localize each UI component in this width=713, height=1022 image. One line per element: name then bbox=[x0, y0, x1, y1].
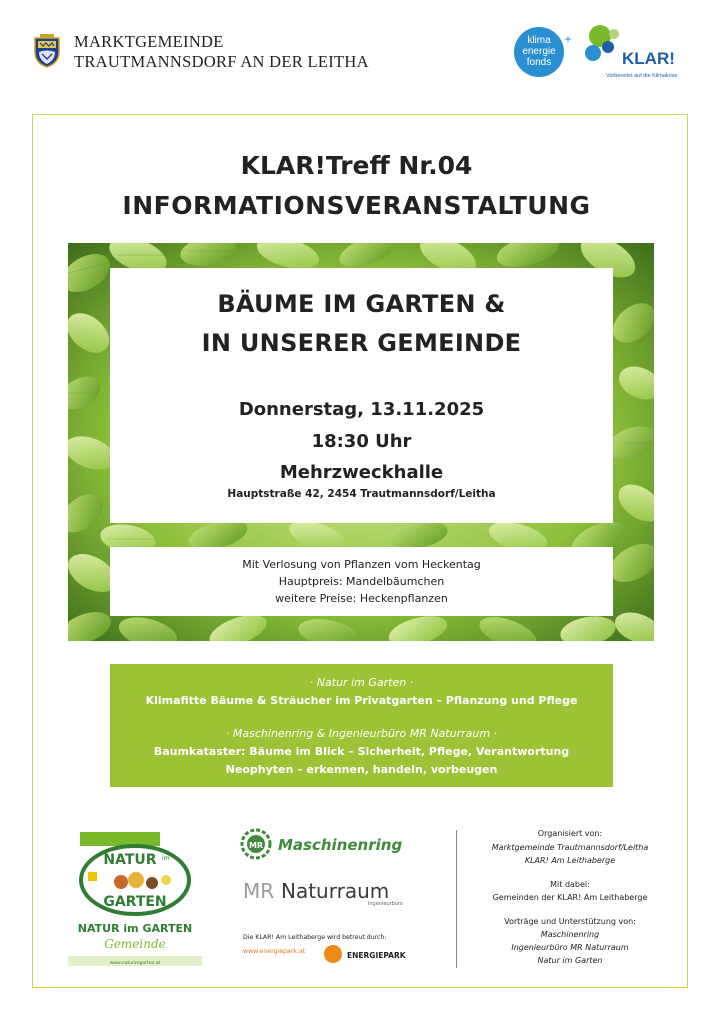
energiepark-logo bbox=[323, 944, 413, 964]
program-speaker2: · Maschinenring & Ingenieurbüro MR Naturraum · bbox=[225, 727, 498, 740]
natur-logo-im: im bbox=[162, 855, 170, 862]
credits-with-1: Gemeinden der KLAR! Am Leithaberge bbox=[492, 893, 648, 902]
credits-organized-2: KLAR! Am Leithaberge bbox=[524, 856, 616, 865]
credits-organized-label: Organisiert von: bbox=[537, 829, 603, 838]
mr-naturraum-logo bbox=[243, 876, 405, 906]
energiepark-link[interactable]: www.energiepark.at bbox=[243, 948, 306, 955]
raffle-line1: Mit Verlosung von Pflanzen vom Heckentag bbox=[242, 558, 481, 571]
program-topic1: Klimafitte Bäume & Sträucher im Privatgarten – Pflanzung und Pflege bbox=[145, 694, 578, 707]
credits-talks-3: Natur im Garten bbox=[537, 956, 603, 965]
municipality-name-line2: TRAUTMANNSDORF AN DER LEITHA bbox=[74, 52, 369, 71]
program-topic2b: Neophyten – erkennen, handeln, vorbeugen bbox=[225, 763, 498, 776]
energiepark-name: ENERGIEPARK bbox=[347, 951, 406, 960]
maschinenring-name: Maschinenring bbox=[278, 836, 403, 854]
event-type-title: INFORMATIONSVERANSTALTUNG bbox=[122, 191, 591, 220]
klar-logo bbox=[584, 22, 696, 84]
natur-logo-url: www.naturimgarten.at bbox=[109, 961, 161, 966]
natur-im-garten-logo bbox=[66, 830, 204, 968]
municipality-name-line1: MARKTGEMEINDE bbox=[74, 32, 224, 51]
event-time: 18:30 Uhr bbox=[311, 431, 412, 452]
klar-logo-text: KLAR! bbox=[622, 49, 675, 68]
credits-talks-label: Vorträge und Unterstützung von: bbox=[504, 917, 636, 926]
event-series-title: KLAR!Treff Nr.04 bbox=[240, 151, 473, 180]
natur-logo-garten: GARTEN bbox=[103, 894, 167, 910]
natur-logo-gemeinde: Gemeinde bbox=[104, 937, 166, 951]
plus-icon: + bbox=[564, 32, 572, 46]
mr-naturraum-sub: Ingenieurbüro bbox=[367, 901, 403, 906]
maschinenring-logo bbox=[240, 828, 410, 862]
program-speaker1: · Natur im Garten · bbox=[309, 676, 414, 689]
event-info-box bbox=[110, 268, 613, 523]
program-box bbox=[110, 664, 613, 787]
energiepark-caption: Die KLAR! Am Leithaberge wird betreut durch: bbox=[243, 934, 387, 941]
klima-logo-word2: energie bbox=[522, 46, 556, 57]
raffle-other-prizes: weitere Preise: Heckenpflanzen bbox=[275, 592, 448, 605]
municipality-header bbox=[32, 32, 392, 76]
event-headline-line1: BÄUME IM GARTEN & bbox=[217, 290, 506, 318]
klar-logo-tagline: Vorbereitet auf die Klimakrise bbox=[606, 73, 678, 79]
vertical-divider bbox=[456, 830, 457, 968]
klima-logo-word3: fonds bbox=[526, 57, 552, 68]
program-topic2a: Baumkataster: Bäume im Blick – Sicherheit, Pflege, Verantwortung bbox=[153, 745, 570, 758]
raffle-info-box bbox=[110, 547, 613, 616]
klima-logo-word1: klima bbox=[527, 35, 551, 46]
event-venue: Mehrzweckhalle bbox=[279, 462, 444, 483]
credits-organized-1: Marktgemeinde Trautmannsdorf/Leitha bbox=[491, 843, 649, 852]
raffle-main-prize: Hauptpreis: Mandelbäumchen bbox=[278, 575, 445, 588]
klima-energie-fonds-logo bbox=[512, 26, 574, 78]
natur-logo-bottom: NATUR im GARTEN bbox=[77, 922, 193, 935]
credits-talks-1: Maschinenring bbox=[540, 930, 600, 939]
credits-talks-2: Ingenieurbüro MR Naturraum bbox=[511, 943, 629, 952]
mr-naturraum-name: Naturraum bbox=[281, 879, 390, 903]
event-headline-line2: IN UNSERER GEMEINDE bbox=[201, 329, 522, 357]
event-date: Donnerstag, 13.11.2025 bbox=[238, 399, 485, 420]
coat-of-arms-icon bbox=[32, 34, 62, 68]
natur-logo-top: NATUR bbox=[103, 852, 157, 868]
event-address: Hauptstraße 42, 2454 Trautmannsdorf/Leitha bbox=[227, 488, 496, 500]
maschinenring-badge: MR bbox=[248, 841, 264, 850]
credits-with-label: Mit dabei: bbox=[550, 880, 590, 889]
mr-naturraum-prefix: MR bbox=[243, 879, 275, 903]
